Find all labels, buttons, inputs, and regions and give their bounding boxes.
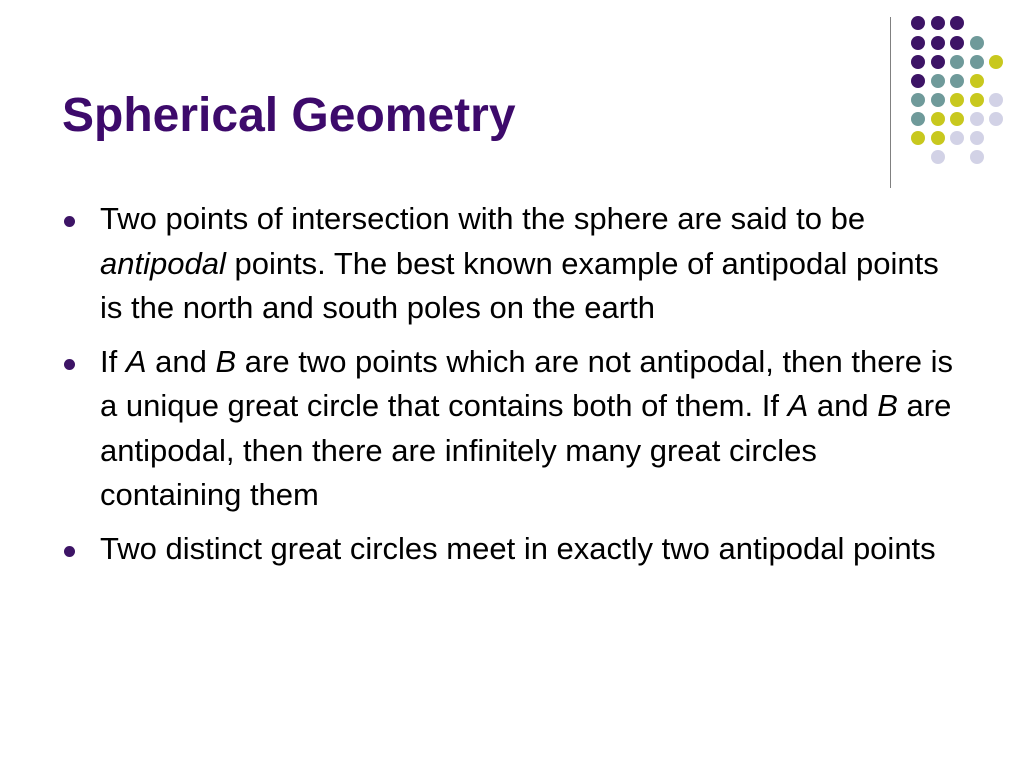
bullet-2-var-b-second: B: [877, 388, 898, 423]
bullet-1-text-b: points. The best known example of antipodal points is the north and south poles on the earth: [100, 245, 939, 325]
decorative-dot: [911, 93, 925, 107]
bullet-2-var-a: A: [125, 343, 147, 379]
bullet-dot-icon: [64, 546, 75, 557]
decorative-dot: [970, 131, 984, 145]
bullet-1-text-a: Two points of intersection with the sphere are said to be: [100, 201, 866, 236]
decorative-dot: [950, 131, 964, 145]
decorative-dot: [931, 74, 945, 88]
decorative-dot: [931, 112, 945, 126]
decorative-dot: [970, 55, 984, 69]
decorative-dot: [911, 36, 925, 50]
decorative-dot: [911, 74, 925, 88]
bullet-item-1: [62, 197, 962, 331]
bullet-dot-icon: [64, 359, 75, 370]
bullet-2-text-b: and: [146, 343, 216, 379]
bullet-1-term-antipodal: antipodal: [100, 245, 226, 281]
decorative-dot: [989, 93, 1003, 107]
decorative-dot: [931, 131, 945, 145]
decorative-dot: [970, 150, 984, 164]
bullet-2-text-d: and: [808, 388, 878, 423]
bullet-item-2: [62, 340, 962, 518]
bullet-2-text-c: are two points which are not antipodal, then there is a unique great circle that contains both of them. If: [100, 343, 954, 423]
bullet-2-var-b: B: [215, 343, 237, 379]
bullet-item-3: [62, 527, 962, 572]
bullet-list: [62, 197, 962, 580]
bullet-2-text-e: are antipodal, then there are infinitely many great circles containing them: [100, 388, 952, 512]
decorative-dot: [989, 112, 1003, 126]
bullet-3-text-a: Two distinct great circles meet in exactly two antipodal points: [100, 530, 936, 566]
decorative-dot: [931, 55, 945, 69]
decorative-dot: [970, 112, 984, 126]
decorative-dot: [911, 112, 925, 126]
decorative-dot: [911, 16, 925, 30]
bullet-2-var-a-second: A: [787, 388, 809, 423]
decorative-dot: [950, 74, 964, 88]
title-divider-line: [890, 17, 891, 188]
decorative-dot: [911, 55, 925, 69]
decorative-dot: [950, 16, 964, 30]
decorative-dot: [970, 36, 984, 50]
slide-title: Spherical Geometry: [62, 89, 516, 142]
decorative-dot: [911, 131, 925, 145]
decorative-dot: [950, 93, 964, 107]
decorative-dot: [931, 36, 945, 50]
decorative-dot: [989, 55, 1003, 69]
decorative-dot: [950, 55, 964, 69]
bullet-dot-icon: [64, 216, 75, 227]
decorative-dot: [931, 150, 945, 164]
decorative-dot: [931, 93, 945, 107]
decorative-dot: [950, 112, 964, 126]
bullet-2-text-a: If: [100, 343, 126, 379]
decorative-dot: [970, 74, 984, 88]
decorative-dot: [931, 16, 945, 30]
decorative-dot: [950, 36, 964, 50]
decorative-dot: [970, 93, 984, 107]
